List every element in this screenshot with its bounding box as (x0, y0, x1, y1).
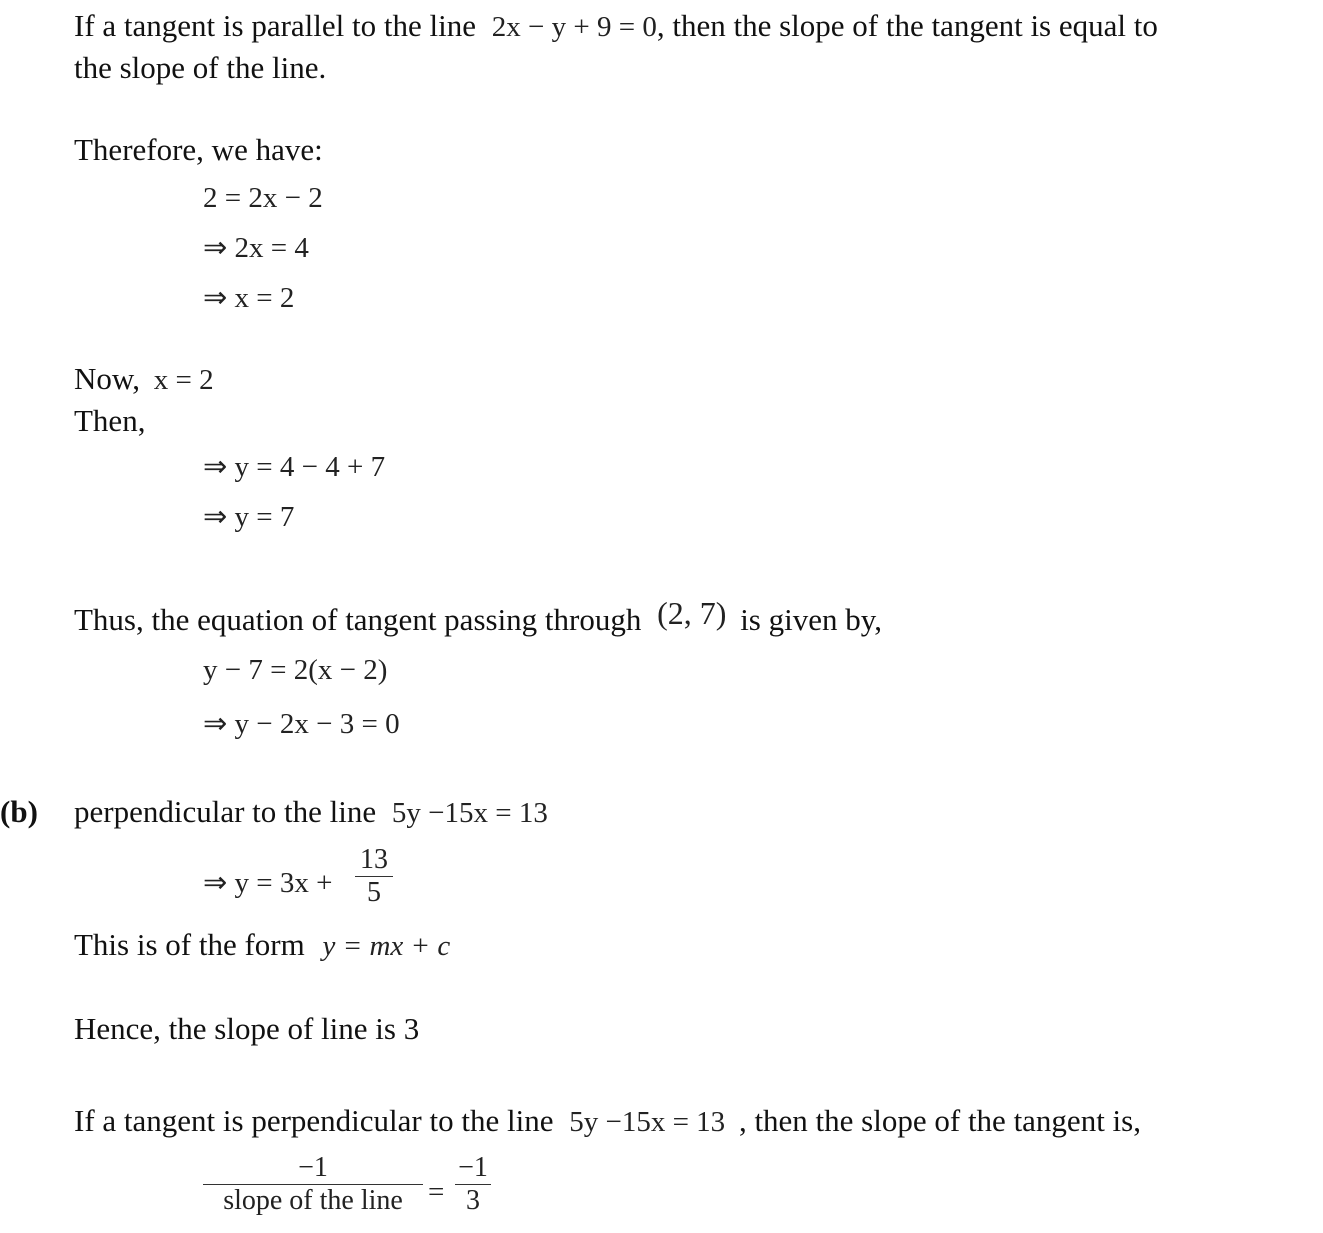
hence-text: Hence, the slope of line is 3 (74, 1011, 420, 1046)
text: If a tangent is perpendicular to the line (74, 1103, 554, 1138)
text: If a tangent is parallel to the line (74, 8, 476, 43)
text: , then the slope of the tangent is, (738, 1103, 1141, 1138)
denominator: 5 (367, 877, 381, 908)
part-b-heading (74, 794, 548, 831)
equation-step: ⇒ y = 3x + (203, 867, 333, 899)
paragraph-parallel (74, 8, 1158, 45)
equation-step: 2 = 2x − 2 (203, 182, 323, 214)
point: (2, 7) (657, 595, 727, 631)
equation-step: ⇒ y − 2x − 3 = 0 (203, 708, 400, 740)
therefore-text: Therefore, we have: (74, 132, 323, 167)
numerator: −1 (298, 1152, 328, 1183)
text: Now, (74, 361, 141, 396)
now-line (74, 361, 214, 398)
form-line (74, 927, 450, 964)
equation-line: 5y −15x = 13 (391, 797, 548, 829)
equation-step: y − 7 = 2(x − 2) (203, 654, 388, 686)
numerator: 13 (360, 844, 388, 875)
equation-line: 5y −15x = 13 (569, 1106, 726, 1138)
fraction-neg1-over-slope (203, 1152, 423, 1217)
equation-step: ⇒ y = 4 − 4 + 7 (203, 451, 386, 483)
text: perpendicular to the line (74, 794, 377, 829)
then-text: Then, (74, 403, 146, 438)
equation-inline: x = 2 (153, 364, 214, 396)
equation-inline: y = mx + c (322, 930, 451, 962)
thus-line (74, 595, 882, 638)
equation-step: ⇒ y = 7 (203, 501, 295, 533)
numerator: −1 (458, 1152, 488, 1183)
equation-step: ⇒ x = 2 (203, 282, 295, 314)
text: This is of the form (74, 927, 305, 962)
equation-line: 2x − y + 9 = 0 (491, 11, 657, 43)
fraction-13-over-5 (355, 844, 393, 909)
perpendicular-line (74, 1103, 1141, 1140)
paragraph-line2: the slope of the line. (74, 50, 327, 85)
denominator: slope of the line (223, 1185, 403, 1216)
denominator: 3 (466, 1185, 480, 1216)
equation-step: ⇒ 2x = 4 (203, 232, 309, 264)
text: Thus, the equation of tangent passing through (74, 602, 642, 637)
fraction-neg1-over-3 (455, 1152, 491, 1217)
text: is given by, (740, 602, 882, 637)
part-label-b: (b) (0, 794, 38, 829)
equals-sign: = (428, 1176, 445, 1208)
text: , then the slope of the tangent is equal to (656, 8, 1158, 43)
